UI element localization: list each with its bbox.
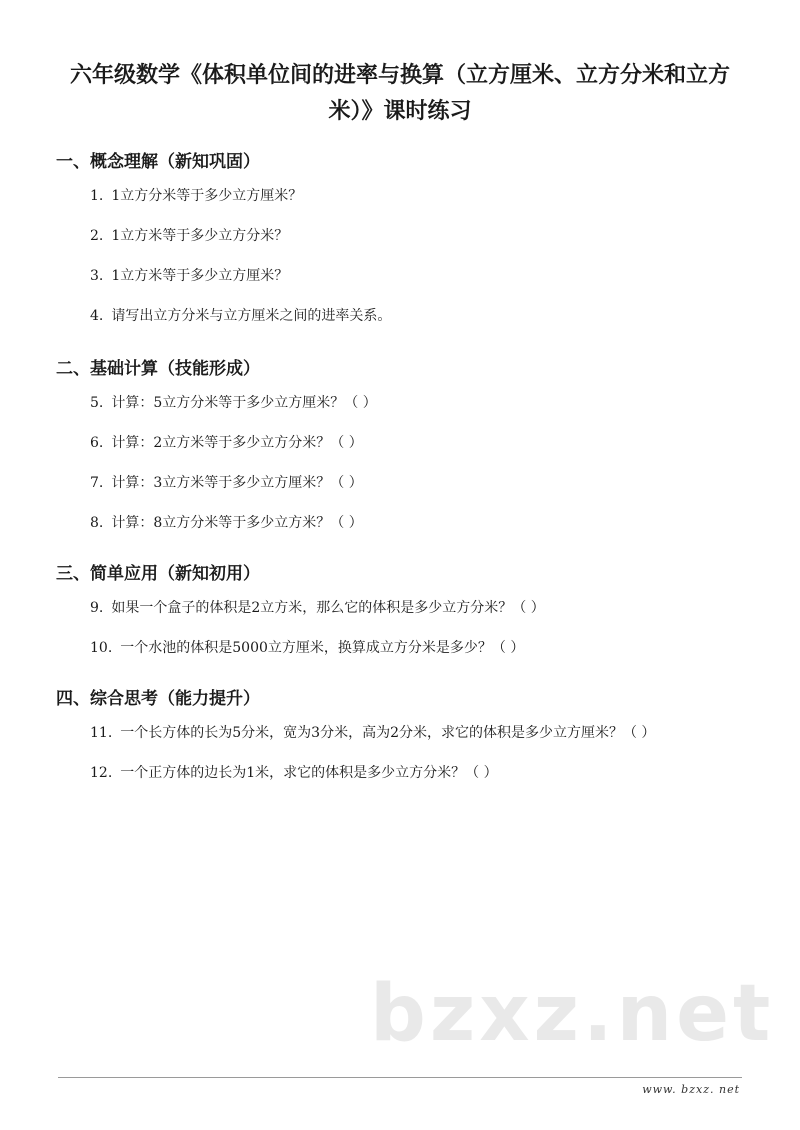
question-list <box>56 598 756 658</box>
question-number: 4. <box>90 308 104 324</box>
section-comprehensive-thinking <box>56 687 756 803</box>
question-text: 1立方米等于多少立方厘米？ <box>111 268 289 284</box>
watermark: bzxz.net <box>370 969 775 1059</box>
question-text: 请写出立方分米与立方厘米之间的进率关系。 <box>111 308 392 324</box>
question-number: 5. <box>90 395 104 411</box>
question-text: 一个正方体的边长为1米，求它的体积是多少立方分米？（ ） <box>120 765 498 781</box>
question-item <box>90 723 756 743</box>
question-item <box>90 763 756 783</box>
question-text: 1立方分米等于多少立方厘米？ <box>111 188 303 204</box>
question-item <box>90 226 756 246</box>
question-text: 一个长方体的长为5分米，宽为3分米，高为2分米，求它的体积是多少立方厘米？（ ） <box>120 725 656 741</box>
question-item <box>90 266 756 286</box>
question-text: 计算：2立方米等于多少立方分米？（ ） <box>111 435 363 451</box>
question-number: 8. <box>90 515 104 531</box>
question-list <box>56 186 756 326</box>
footer-divider <box>58 1077 742 1078</box>
section-heading: 二、基础计算（技能形成） <box>56 359 260 379</box>
section-concept-understanding <box>56 150 756 346</box>
question-text: 如果一个盒子的体积是2立方米，那么它的体积是多少立方分米？（ ） <box>111 600 545 616</box>
footer-url: www. bzxz. net <box>642 1083 740 1096</box>
question-item <box>90 638 756 658</box>
section-heading: 四、综合思考（能力提升） <box>56 689 260 709</box>
question-item <box>90 513 756 533</box>
question-item <box>90 306 756 326</box>
question-text: 1立方米等于多少立方分米？ <box>111 228 289 244</box>
section-heading: 三、简单应用（新知初用） <box>56 564 260 584</box>
question-text: 一个水池的体积是5000立方厘米，换算成立方分米是多少？（ ） <box>120 640 525 656</box>
question-text: 计算：3立方米等于多少立方厘米？（ ） <box>111 475 363 491</box>
question-number: 10. <box>90 640 113 656</box>
question-number: 11. <box>90 725 113 741</box>
question-number: 1. <box>90 188 104 204</box>
section-basic-calculation <box>56 357 756 553</box>
question-item <box>90 186 756 206</box>
question-list <box>56 393 756 533</box>
question-number: 9. <box>90 600 104 616</box>
question-item <box>90 598 756 618</box>
question-number: 12. <box>90 765 113 781</box>
question-item <box>90 473 756 493</box>
section-simple-application <box>56 562 756 678</box>
question-number: 7. <box>90 475 104 491</box>
question-item <box>90 433 756 453</box>
question-number: 2. <box>90 228 104 244</box>
page-title: 六年级数学《体积单位间的进率与换算（立方厘米、立方分米和立方米）》课时练习 <box>69 63 730 124</box>
question-text: 计算：5立方分米等于多少立方厘米？（ ） <box>111 395 377 411</box>
question-item <box>90 393 756 413</box>
section-heading: 一、概念理解（新知巩固） <box>56 152 260 172</box>
question-number: 3. <box>90 268 104 284</box>
question-list <box>56 723 756 783</box>
question-text: 计算：8立方分米等于多少立方米？（ ） <box>111 515 363 531</box>
question-number: 6. <box>90 435 104 451</box>
